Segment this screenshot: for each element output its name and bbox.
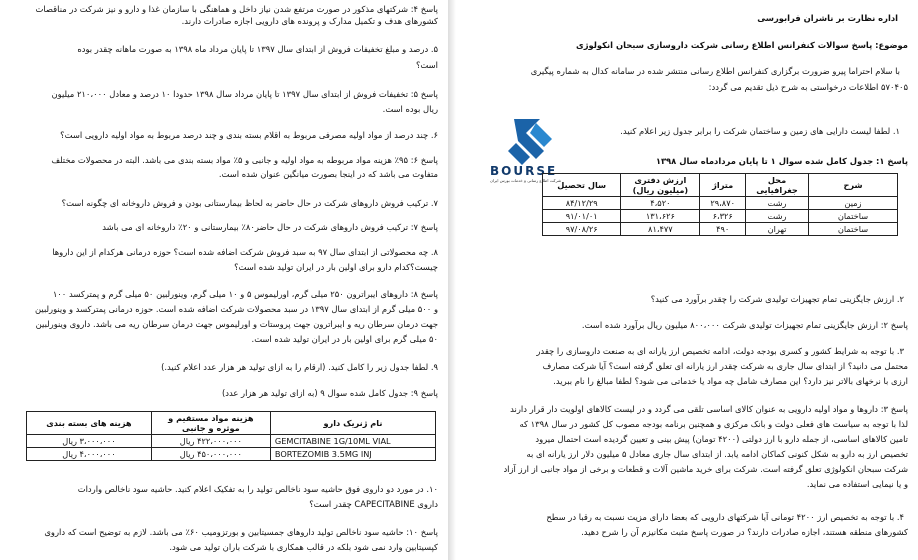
table-cell: ۲۹،۸۷۰ <box>700 197 746 210</box>
answer-8-line3: جهت درمان سرطان ریه و ایبراترون جهت پروستات و اورلیموس جهت درمان سرطان ریه می باشد. داروی وینورلبین <box>35 319 438 329</box>
answer-9: پاسخ ۹: جدول کامل شده سوال ۹ (به ازای تولید هر هزار عدد) <box>221 388 438 398</box>
subject-line: موضوع: پاسخ سوالات کنفرانس اطلاع رسانی شرکت داروسازی سبحان انکولوژی <box>576 40 908 50</box>
table-cell: ساختمان <box>809 223 898 236</box>
table-header-row <box>27 412 436 435</box>
question-5-line2: است؟ <box>415 60 438 70</box>
table-cell: ۱۳۱،۶۲۶ <box>621 210 700 223</box>
table-row <box>543 223 898 236</box>
cost-table <box>26 411 436 461</box>
table-cell: ۳،۰۰۰،۰۰۰ ریال <box>27 435 152 448</box>
question-3-line1: ۳. با توجه به شرایط کشور و کسری بودجه دولت، ادامه تخصیص ارز یارانه ای به صنعت داروسازی را چقدر <box>536 346 904 356</box>
table-row <box>27 448 436 461</box>
question-6: ۶. چند درصد از مواد اولیه مصرفی مربوط به اقلام بسته بندی و چند درصد مربوط به مواد اولیه دارویی است؟ <box>60 130 438 140</box>
question-7: ۷. ترکیب فروش داروهای شرکت در حال حاضر به لحاظ بیمارستانی بودن و فروش داروخانه ای چگونه است؟ <box>61 198 438 208</box>
question-8-line1: ۸. چه محصولاتی از ابتدای سال ۹۷ به سبد فروش شرکت اضافه شده است؟ حوزه درمانی هرکدام از این داروها <box>52 247 438 257</box>
logo-wordmark: BOURSE <box>490 164 558 178</box>
table-header: سال تحصیل <box>543 174 621 197</box>
answer-2: پاسخ ۲: ارزش جایگزینی تمام تجهیزات تولیدی شرکت ۸۰۰،۰۰۰ میلیون ریال برآورد شده است. <box>581 320 908 330</box>
table-row <box>27 435 436 448</box>
table-cell: رشت <box>746 197 809 210</box>
answer-3-line6: و یا نیمایی استفاده می نماید. <box>806 479 908 489</box>
table-cell: ۶،۳۲۶ <box>700 210 746 223</box>
answer-8-line1: پاسخ ۸: داروهای ایبراترون ۲۵۰ میلی گرم، اورلیموس ۵ و ۱۰ میلی گرم، وینورلبین ۵۰ میلی گرم و پمترکسد ۱۰۰ <box>52 289 438 299</box>
table-cell: ساختمان <box>809 210 898 223</box>
answer-4-line1: پاسخ ۴: شرکتهای مذکور در صورت مرتفع شدن نیاز داخل و هماهنگی با سازمان غذا و دارو و نیز شرکت در مناقصات <box>35 4 438 14</box>
logo-caption: شرکت اطلاع رسانی و خدمات بورس ایران <box>490 178 562 183</box>
table-header-row <box>543 174 898 197</box>
question-1: ۱. لطفا لیست دارایی های زمین و ساختمان شرکت را برابر جدول زیر اعلام کنید. <box>620 126 900 136</box>
table-header: نام ژنریک دارو <box>270 412 435 435</box>
table-cell: ۴۹۰ <box>700 223 746 236</box>
table-cell: GEMCITABINE 1G/10ML VIAL <box>270 435 435 448</box>
page-gutter <box>448 0 456 560</box>
question-3-line2: محتمل می دانید؟ از ابتدای سال جاری به شرکت چقدر ارز یارانه ای تعلق گرفته است؟ آیا شرکت مصارف <box>542 361 908 371</box>
question-4-line1: ۴. با توجه به تخصیص ارز ۴۲۰۰ تومانی آیا شرکتهای دارویی که بعضا دارای مزیت نسبت به رقبا در سطح <box>546 512 904 522</box>
answer-3-line3: تامین کالاهای اساسی، از جمله دارو با ارز دولتی (۴۲۰۰ تومان) پیش بینی و تعیین گردیده است احتمال میرود <box>535 434 908 444</box>
answer-6-line1: پاسخ ۶: ۹۵٪ هزینه مواد مربوطه به مواد اولیه و جانبی و ۵٪ مواد بسته بندی می باشد. البته در محصولات مختلف <box>51 155 438 165</box>
table-cell: ۴۵۰،۰۰۰،۰۰۰ ریال <box>151 448 270 461</box>
answer-3-line5: شرکت سبحان انکولوژی تعلق گرفته است. شرکت برای خرید ماشین آلات و قطعات و برخی از مواد جانبی از ارز آزاد <box>503 464 908 474</box>
table-cell: ۹۷/۰۸/۲۶ <box>543 223 621 236</box>
question-10-line1: ۱۰. در مورد دو داروی فوق حاشیه سود ناخالص تولید را به تفکیک اعلام کنید. حاشیه سود ناخالص واردات <box>77 484 438 494</box>
assets-table <box>542 173 898 236</box>
answer-5-line1: پاسخ ۵: تخفیفات فروش از ابتدای سال ۱۳۹۷ تا پایان مرداد سال ۱۳۹۸ حدودا ۱۰ درصد و معادل ۲۱۰،۰۰۰ میلیون <box>51 89 438 99</box>
answer-8-line2: و ۵۰۰ میلی گرم از ابتدای سال ۱۳۹۷ در سبد محصولات شرکت اضافه شده است. حوزه درمانی پمترکسد و وینورلبین <box>35 304 438 314</box>
question-2: ۲. ارزش جایگزینی تمام تجهیزات تولیدی شرکت را چقدر برآورد می کنید؟ <box>650 294 904 304</box>
answer-1: پاسخ ۱: جدول کامل شده سوال ۱ تا پایان مردادماه سال ۱۳۹۸ <box>655 156 908 166</box>
table-header: هزینه مواد مستقیم و موثره و جانبی <box>151 412 270 435</box>
answer-4-line2: کشورهای هدف و تکمیل مدارک و پرونده های دارویی اجازه صادرات دارند. <box>181 16 438 26</box>
right-page <box>456 0 918 560</box>
left-page <box>0 0 449 560</box>
answer-10-line2: کپسیتابین وارد نمی شود بلکه در قالب همکاری با شرکت باران تولید می شود. <box>169 542 438 552</box>
answer-3-line1: پاسخ ۳: داروها و مواد اولیه دارویی به عنوان کالای اساسی تلقی می گردد و در لیست کالاهای اولویت دار قرار دارند <box>510 404 908 414</box>
table-header: شرح <box>809 174 898 197</box>
question-9: ۹. لطفا جدول زیر را کامل کنید. (ارقام را به ازای تولید هر هزار عدد اعلام کنید.) <box>161 362 438 372</box>
table-cell: رشت <box>746 210 809 223</box>
answer-6-line2: متفاوت می باشد که در اینجا بصورت میانگین عنوان شده است. <box>218 169 438 179</box>
recipient-heading: اداره نظارت بر ناشران فرابورسی <box>757 13 898 23</box>
table-header: ارزش دفتری (میلیون ریال) <box>621 174 700 197</box>
table-cell: ۸۴/۱۲/۲۹ <box>543 197 621 210</box>
table-cell: ۴،۵۲۰ <box>621 197 700 210</box>
question-8-line2: چیست؟کدام دارو برای اولین بار در ایران تولید شده است؟ <box>234 262 438 272</box>
table-row <box>543 210 898 223</box>
answer-10-line1: پاسخ ۱۰: حاشیه سود ناخالص تولید داروهای جمسیتابین و بورتزومیب ۶۰٪ می باشد. لازم به توضیح است که داروی <box>44 527 438 537</box>
question-3-line3: ارزی با نرخهای بالاتر نیز دارد؟ این مصارف شامل چه مواد یا خدماتی می شود؟ لطفا مبالغ را نام ببرید. <box>553 376 908 386</box>
table-header: متراژ <box>700 174 746 197</box>
table-cell: زمین <box>809 197 898 210</box>
answer-3-line2: لذا با توجه به سیاست های فعلی دولت و بانک مرکزی و همچنین برنامه بودجه مصوب کل کشور در سال ۱۳۹۸ که <box>519 419 908 429</box>
table-cell: BORTEZOMIB 3.5MG INJ <box>270 448 435 461</box>
question-10-line2: داروی CAPECITABINE چقدر است؟ <box>309 499 438 509</box>
intro-line2: ۵۷۰۴۰۵ اطلاعات درخواستی به شرح ذیل تقدیم می گردد: <box>708 82 908 92</box>
table-header: هزینه های بسته بندی <box>27 412 152 435</box>
question-5-line1: ۵. درصد و مبلغ تخفیفات فروش از ابتدای سال ۱۳۹۷ تا پایان مرداد ماه ۱۳۹۸ به صورت ماهانه چقدر بوده <box>77 44 438 54</box>
table-header: محل جغرافیایی <box>746 174 809 197</box>
answer-3-line4: تخصیص ارز به دارو به شکل کنونی کماکان ادامه یابد. از ابتدای سال جاری معادل ۵ میلیون دلار ارز یارانه ای به <box>526 449 908 459</box>
answer-5-line2: ریال بوده است. <box>382 104 438 114</box>
table-cell: تهران <box>746 223 809 236</box>
intro-line1: با سلام احتراما پیرو ضرورت برگزاری کنفرانس اطلاع رسانی منتشر شده در سامانه کدال به شماره پیگیری <box>530 66 900 76</box>
table-cell: ۴۲۲،۰۰۰،۰۰۰ ریال <box>151 435 270 448</box>
table-row <box>543 197 898 210</box>
question-4-line2: کشورهای منطقه هستند، اجازه صادرات دارند؟ در صورت پاسخ مثبت مکانیزم آن را شرح دهید. <box>581 527 908 537</box>
table-cell: ۸۱،۴۷۷ <box>621 223 700 236</box>
answer-7: پاسخ ۷: ترکیب فروش داروهای شرکت در حال حاضر۸۰٪ بیمارستانی و ۲۰٪ داروخانه ای می باشد <box>102 222 438 232</box>
answer-8-line4: ۵۰ میلی گرم برای اولین بار در ایران تولید شده است. <box>251 334 438 344</box>
table-cell: ۹۱/۰۱/۰۱ <box>543 210 621 223</box>
table-cell: ۴،۰۰۰،۰۰۰ ریال <box>27 448 152 461</box>
